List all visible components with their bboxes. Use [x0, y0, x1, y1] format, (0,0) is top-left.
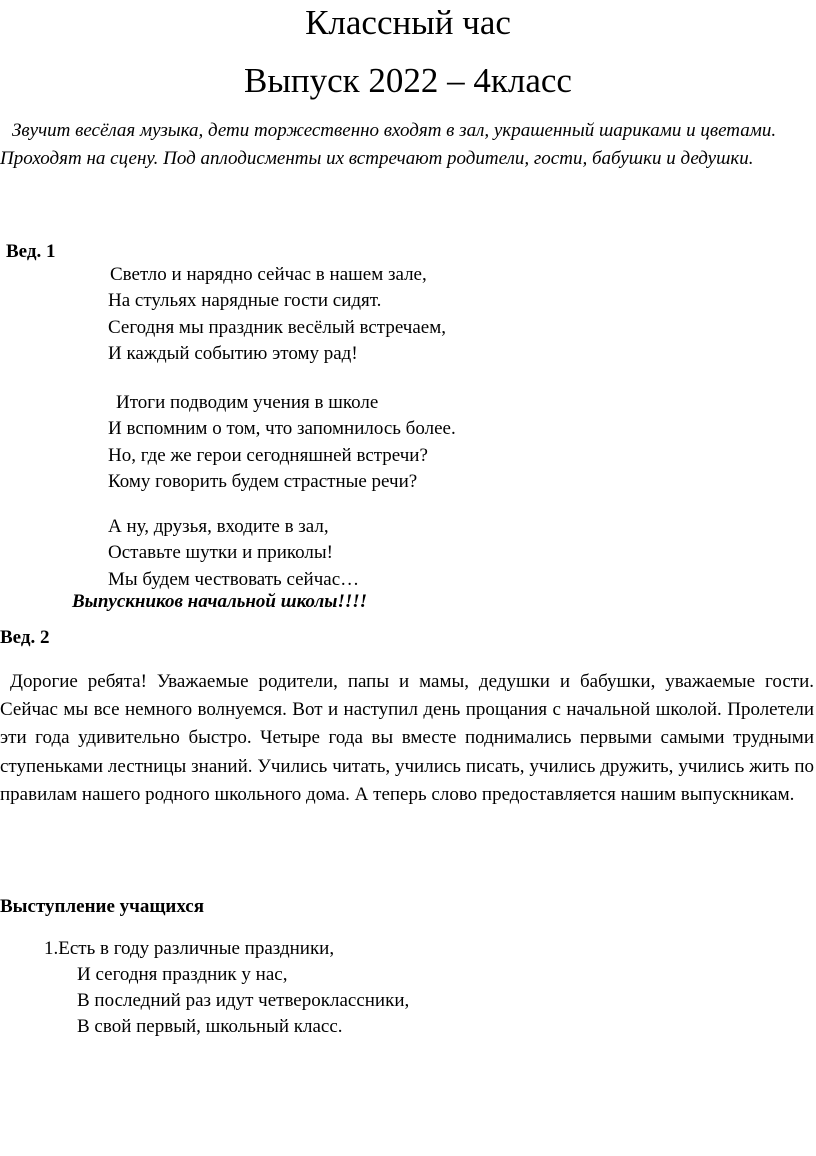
speech-text: Дорогие ребята! Уважаемые родители, папы и мамы, дедушки и бабушки, уважаемые гости. Сейчас мы все немного волнуемся. Вот и наступил день прощания с начальной школой. Пролетели эти года удивительно быстро. Четыре года вы вместе поднимались первыми самыми трудными ступеньками лестницы знаний. Учились читать, учились писать, учились дружить, учились жить по правилам нашего родного школьного дома. А теперь слово предоставляется нашим выпускникам. [0, 671, 814, 805]
document-subtitle: Выпуск 2022 – 4класс [244, 61, 572, 100]
poem-line: Кому говорить будем страстные речи? [108, 470, 418, 492]
poem-line: Но, где же герои сегодняшней встречи? [108, 444, 428, 466]
speaker-2-label: Вед. 2 [0, 627, 50, 648]
poem-line: Итоги подводим учения в школе [116, 392, 379, 413]
document-title: Классный час [305, 3, 511, 42]
poem-stanza-2 [108, 390, 456, 495]
poem-line: В свой первый, школьный класс. [77, 1016, 343, 1037]
poem-line: Оставьте шутки и приколы! [108, 542, 333, 564]
poem-line: Сегодня мы праздник весёлый встречаем, [108, 316, 447, 338]
poem-finale-line: Выпускников начальной школы!!!! [72, 591, 368, 612]
poem-line: И вспомним о том, что запомнилось более. [108, 418, 456, 440]
students-heading: Выступление учащихся [0, 896, 205, 917]
poem-stanza-3 [108, 514, 359, 593]
poem-line: На стульях нарядные гости сидят. [108, 290, 382, 312]
poem-line: 1.Есть в году различные праздники, [44, 938, 335, 959]
poem-line: Мы будем чествовать сейчас… [108, 568, 360, 590]
poem-line: А ну, друзья, входите в зал, [108, 516, 329, 537]
speaker-1-label: Вед. 1 [6, 241, 56, 262]
students-poem [44, 936, 409, 1040]
speaker-2-speech [0, 668, 814, 809]
poem-line: В последний раз идут четвероклассники, [77, 990, 410, 1011]
intro-text: Звучит весёлая музыка, дети торжественно входят в зал, украшенный шариками и цветами. Проходят на сцену. Под аплодисменты их встречают родители, гости, бабушки и дедушки. [0, 120, 777, 169]
intro-paragraph [0, 117, 810, 173]
poem-line: И каждый событию этому рад! [108, 342, 358, 364]
poem-stanza-1 [108, 262, 446, 367]
poem-line: Светло и нарядно сейчас в нашем зале, [110, 264, 427, 285]
poem-line: И сегодня праздник у нас, [77, 964, 288, 985]
